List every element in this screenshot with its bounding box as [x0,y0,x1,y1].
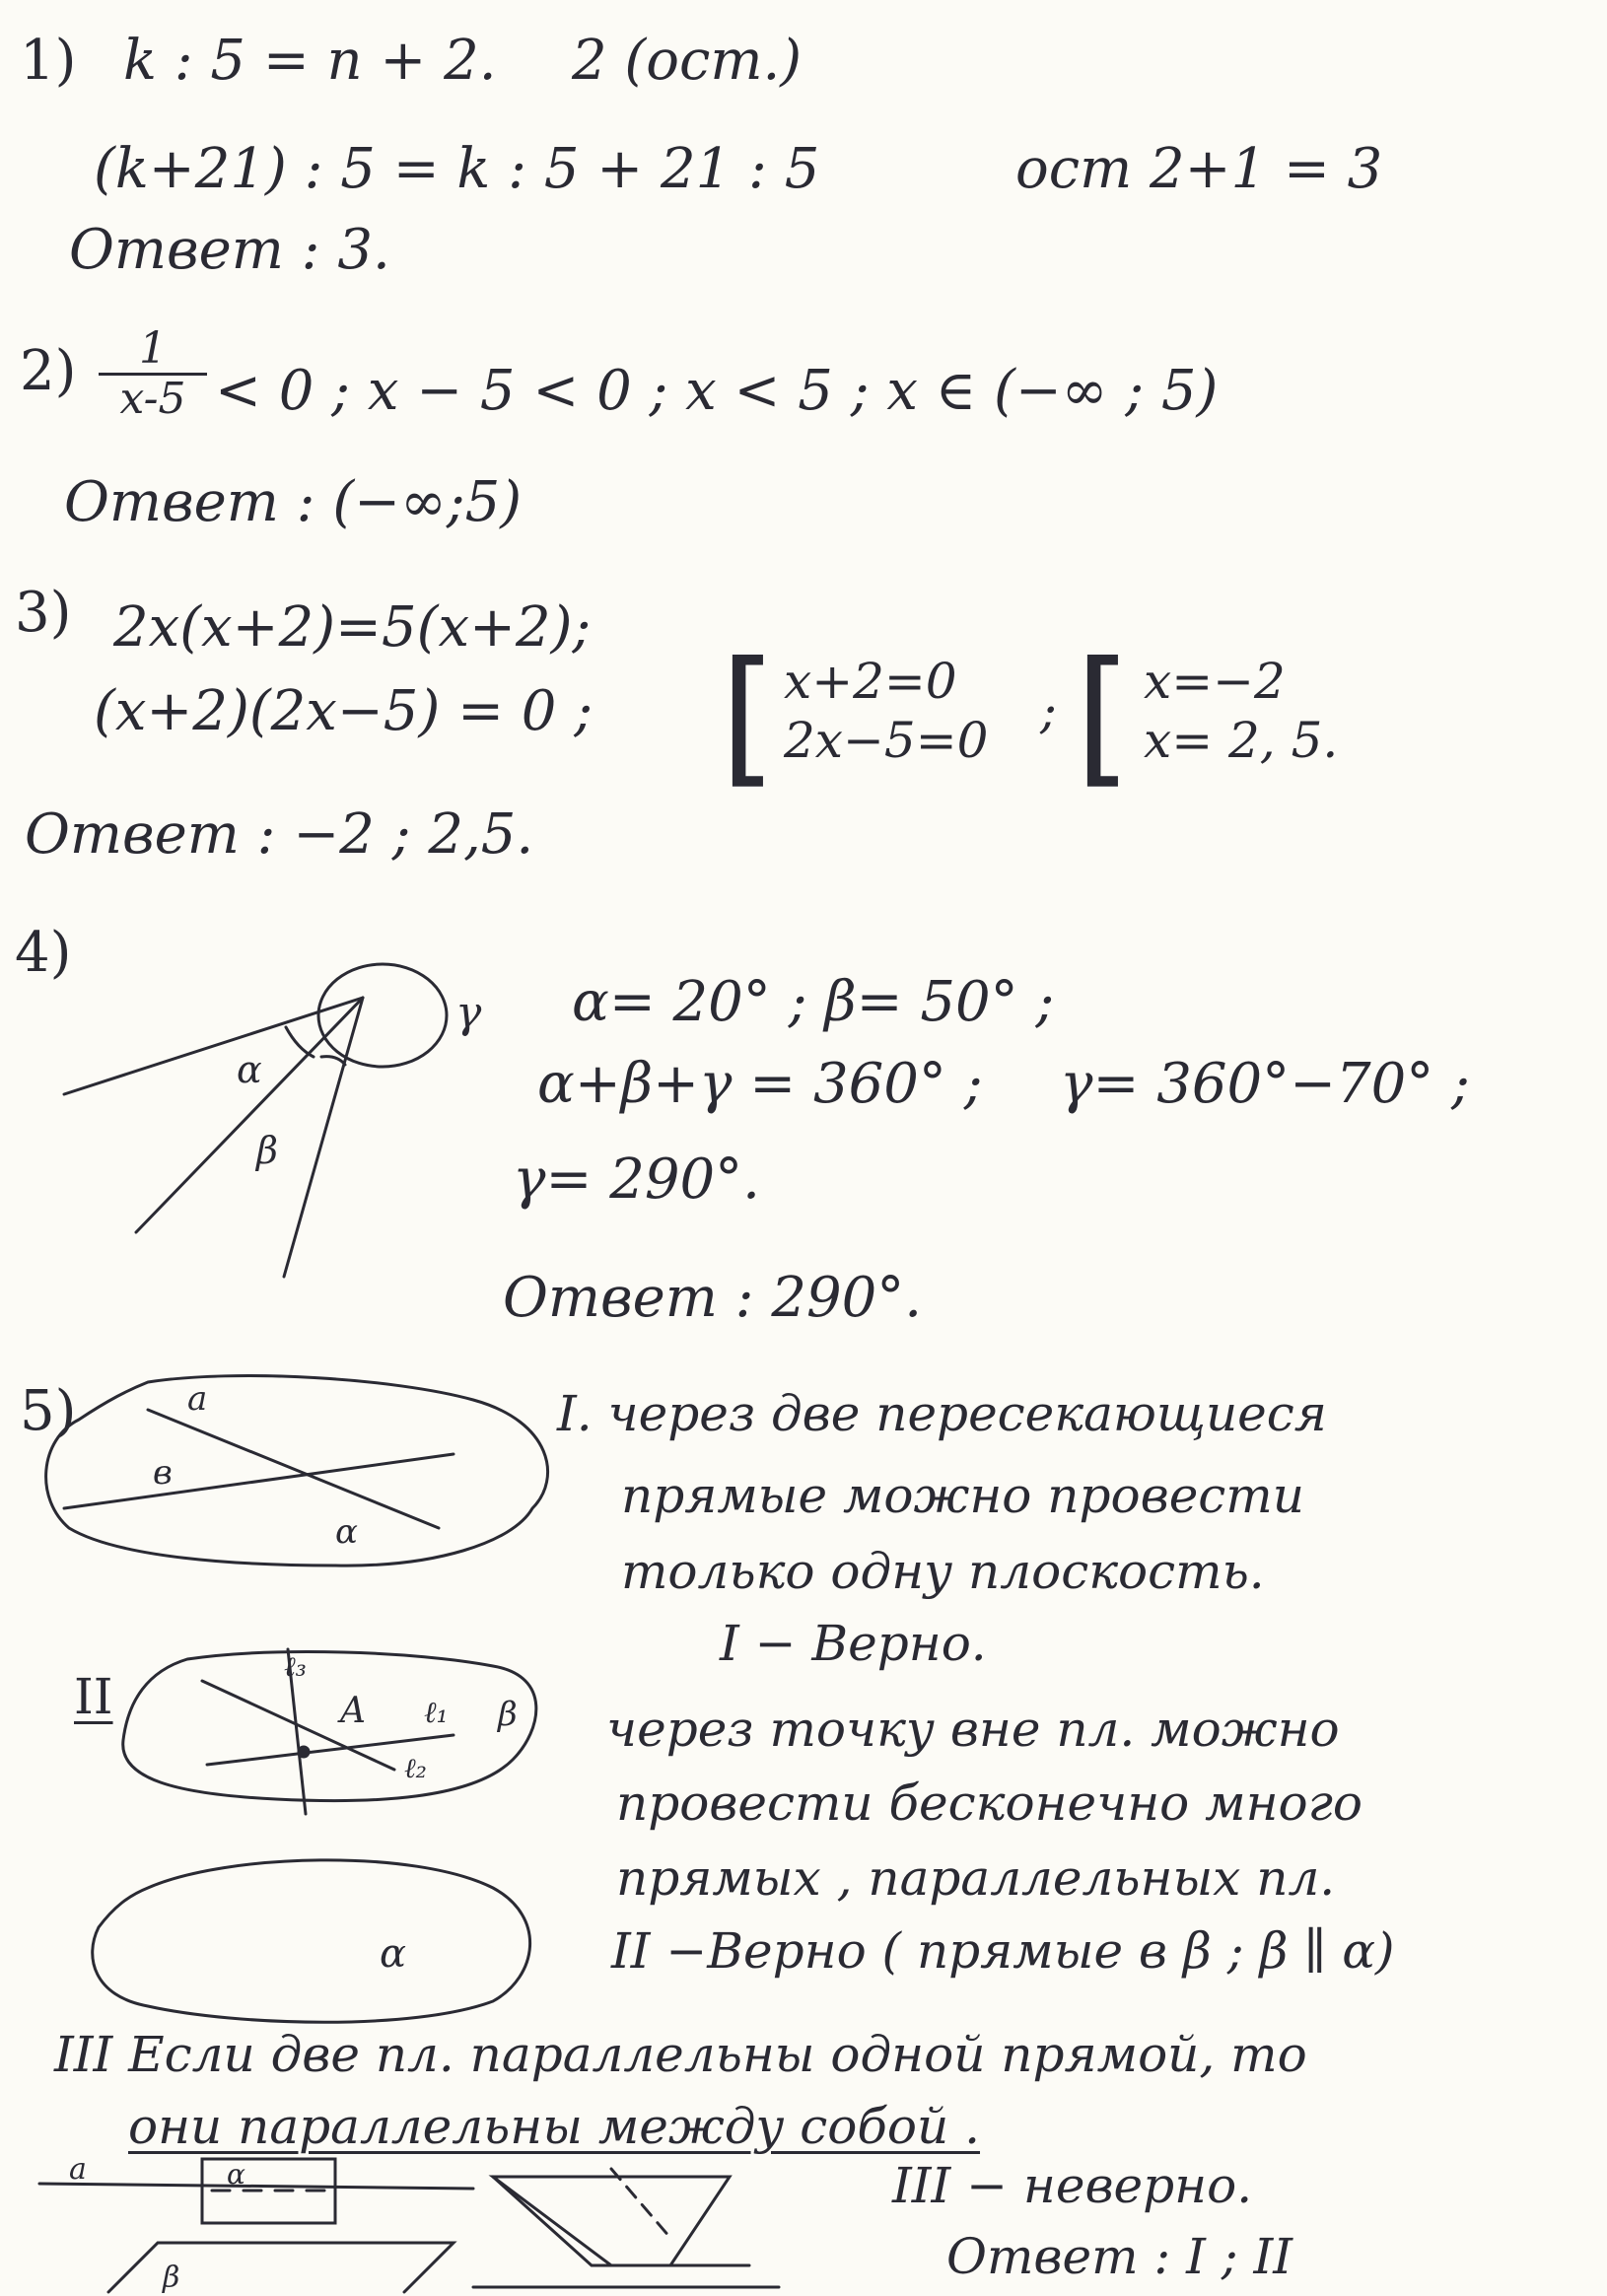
plane-beta-parallelogram [108,2243,454,2292]
problem-5-answer: Ответ : I ; II [946,2228,1293,2285]
system-separator: ; [1040,682,1057,739]
problem-3-line-1: 2x(x+2)=5(x+2); [113,595,592,660]
beta-label: β [256,1129,278,1172]
problem-2-number: 2) [20,339,77,403]
system-1-eq-1: x+2=0 [784,653,957,710]
hidden-line-2 [611,2169,670,2238]
statement-2-line-3: прямых , параллельных пл. [616,1849,1336,1907]
label-l3: ℓ₃ [284,1650,307,1683]
problem-1-line-1: k : 5 = n + 2. [123,29,497,93]
label-alpha-3: α [227,2158,245,2191]
problem-4-line-2: α+β+γ = 360° ; [537,1052,983,1116]
statement-2-line-2: провести бесконечно много [616,1774,1363,1832]
label-beta-2: β [163,2261,180,2295]
problem-2-fraction [99,325,207,423]
problem-1-answer: Ответ : 3. [69,218,390,282]
label-alpha: α [335,1512,358,1552]
statement-1-verdict: I − Верно. [720,1615,987,1672]
system-2-eq-2: x= 2, 5. [1144,712,1339,769]
problem-1-remainder-sum: ост 2+1 = 3 [1015,137,1383,201]
plane-figure-3 [89,1848,542,2021]
plane-parallelogram-1 [493,2177,730,2265]
figure-2-number: II [74,1668,113,1725]
problem-4-line-2-gamma: γ= 360°−70° ; [1060,1052,1470,1116]
statement-1-line-1: I. через две пересекающиеся [557,1385,1327,1442]
problem-5-number: 5) [20,1379,77,1443]
problem-2-answer: Ответ : (−∞;5) [64,470,523,534]
problem-3-number: 3) [15,581,72,645]
problem-1-number: 1) [20,29,77,93]
problem-4-answer: Ответ : 290°. [503,1266,923,1330]
label-a: a [187,1379,208,1419]
statement-3-line-1: III Если две пл. параллельны одной прямой, то [54,2026,1307,2083]
plane-figure-2 [118,1641,552,1814]
gamma-label: γ [455,988,482,1038]
fraction-numerator: 1 [139,323,167,374]
problem-4-line-1: α= 20° ; β= 50° ; [572,970,1055,1034]
statement-2-verdict: II −Верно ( прямые в β ; β ∥ α) [611,1922,1395,1980]
statement-2-line-1: через точку вне пл. можно [606,1701,1340,1758]
label-alpha-2: α [380,1931,407,1977]
angle-figure [49,946,503,1282]
line-a-2 [39,2184,473,2189]
fraction-denominator: x-5 [99,373,207,423]
full-angle-arc [318,964,447,1067]
plane-figure-1 [39,1370,552,1577]
point-A [299,1747,309,1757]
system-bracket-1: [ [720,631,778,802]
plane-alpha-outline-2 [93,1860,530,2022]
system-1-eq-2: 2x−5=0 [784,712,989,769]
beta-arc-mark [321,1057,345,1065]
problem-1-remainder: 2 (ост.) [572,29,803,93]
parallel-planes-figure [39,2149,799,2296]
label-beta: β [498,1695,518,1734]
label-a-2: a [69,2152,87,2187]
label-A: A [340,1691,366,1731]
label-b: в [153,1453,173,1493]
problem-4-number: 4) [15,921,72,985]
problem-3-answer: Ответ : −2 ; 2,5. [25,802,534,867]
problem-1-line-2: (k+21) : 5 = k : 5 + 21 : 5 [94,137,820,201]
system-2-eq-1: x=−2 [1144,653,1286,710]
statement-3-line-2: они параллельны между собой . [128,2098,981,2155]
plane-parallelogram-2 [493,2177,749,2265]
statement-1-line-2: прямые можно провести [621,1467,1304,1524]
alpha-label: α [237,1048,262,1091]
problem-4-line-3: γ= 290°. [513,1148,760,1212]
label-l2: ℓ₂ [404,1752,427,1784]
statement-3-verdict: III − неверно. [892,2157,1253,2214]
system-bracket-2: [ [1075,631,1133,802]
label-l1: ℓ₁ [424,1696,449,1730]
statement-1-line-3: только одну плоскость. [621,1543,1265,1600]
line-a [148,1410,439,1528]
line-b [64,1454,454,1508]
plane-beta-outline [123,1652,536,1801]
problem-3-line-2: (x+2)(2x−5) = 0 ; [94,679,594,743]
problem-2-line-1: < 0 ; x − 5 < 0 ; x < 5 ; x ∈ (−∞ ; 5) [215,359,1219,423]
